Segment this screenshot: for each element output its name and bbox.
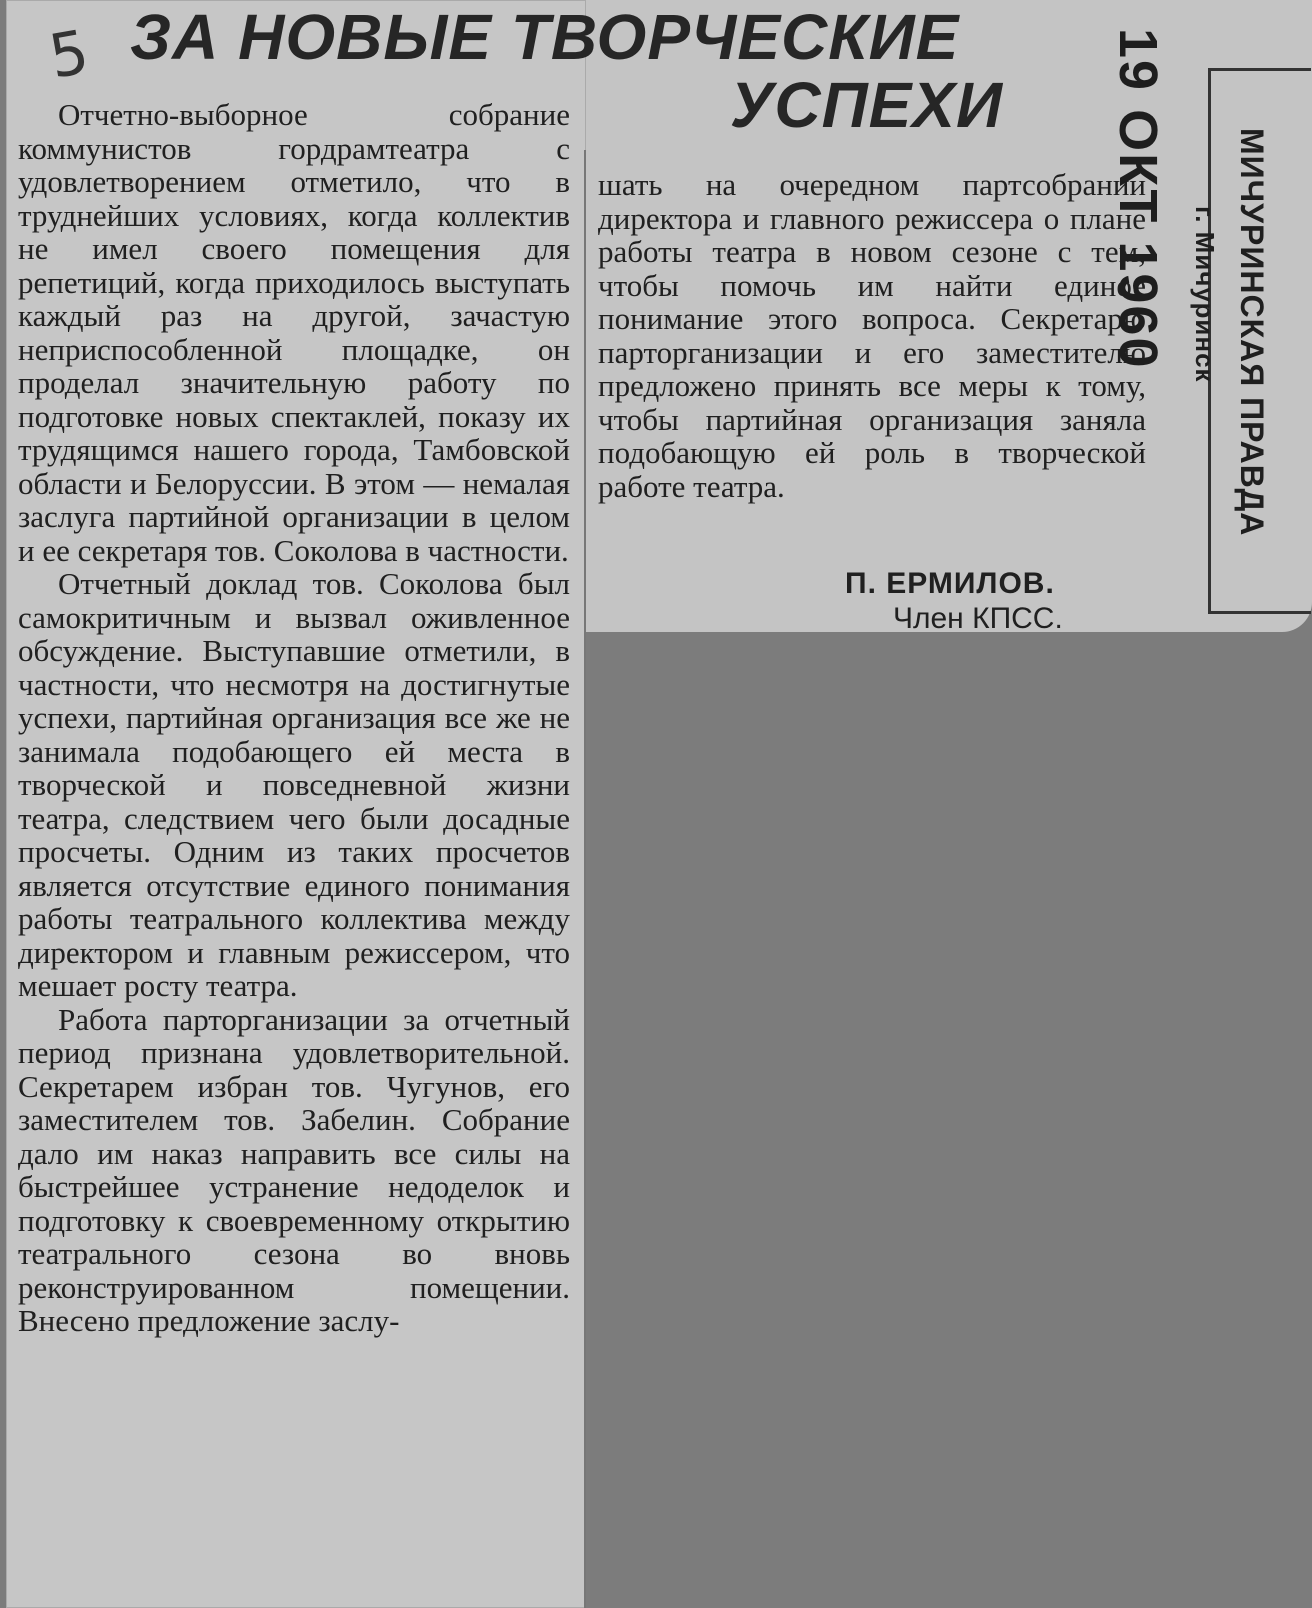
article-column-1 bbox=[18, 98, 570, 1338]
city-stamp: г. Мичуринск bbox=[1190, 206, 1220, 383]
headline-line-2: УСПЕХИ bbox=[730, 69, 1003, 141]
paragraph: Работа парторганизации за отчетный период признана удовлетворительной. Секретарем избран тов. Чугунов, его заместителем тов. Забелин. Собрание дало им наказ направить все силы на быстрейшее устранение недоделок и подготовку к своевременному открытию театрального сезона во вновь реконструированном помещении. Внесено предложение заслу- bbox=[18, 1001, 570, 1338]
paragraph: Отчетно-выборное собрание коммунистов гордрамтеатра с удовлетворением отметило, что в труднейших условиях, когда коллектив не имел своего помещения для репетиций, когда приходилось выступать каждый раз на другой, зачастую неприспособленной площадке, он проделал значительную работу по подготовке новых спектаклей, показу их трудящимся нашего города, Тамбовской области и Белоруссии. В этом — немалая заслуга партийной организации в целом и ее секретаря тов. Соколова в частности. bbox=[18, 97, 570, 568]
paragraph: шать на очередном партсобрании директора и главного режиссера о плане работы театра в новом сезоне с тем, чтобы помочь им найти единое понимание этого вопроса. Секретарю парторганизации и его заместителю предложено принять все меры к тому, чтобы партийная организация заняла подобающую ей роль в творческой работе театра. bbox=[598, 167, 1146, 504]
date-stamp-text: 19 ОКТ 1960 bbox=[1108, 28, 1168, 370]
article-column-2 bbox=[598, 168, 1146, 503]
newspaper-name-stamp: МИЧУРИНСКАЯ ПРАВДА bbox=[1234, 128, 1270, 537]
date-stamp bbox=[1108, 28, 1174, 428]
column-divider bbox=[584, 150, 586, 1608]
headline-line-1: ЗА НОВЫЕ ТВОРЧЕСКИЕ bbox=[130, 1, 960, 73]
pencil-mark: 5 bbox=[44, 17, 94, 93]
paragraph: Отчетный доклад тов. Соколова был самокритичным и вызвал оживленное обсуждение. Выступавшие отметили, в частности, что несмотря на достигнутые успехи, партийная организация все же не занимала подобающего ей места в творческой и повседневной жизни театра, следствием чего были досадные просчеты. Одним из таких просчетов является отсутствие единого понимания работы театрального коллектива между директором и главным режиссером, что мешает росту театра. bbox=[18, 566, 570, 1003]
author-name: П. ЕРМИЛОВ. bbox=[845, 567, 1055, 600]
author-role: Член КПСС. bbox=[893, 602, 1063, 635]
